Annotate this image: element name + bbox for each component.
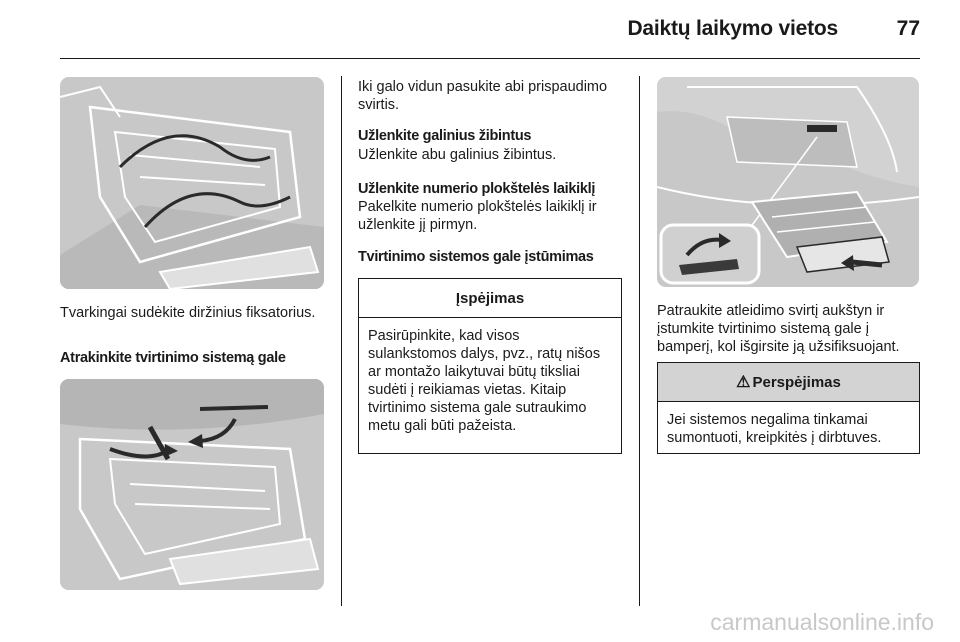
page-number: 77 xyxy=(896,17,920,40)
caution-body: Jei sistemos negalima tinkamai sumontuoti, kreipkitės į dirbtuves. xyxy=(667,412,882,446)
caution-title: Perspėjimas xyxy=(752,373,841,391)
notice-body: Pasirūpinkite, kad visos sulankstomos dalys, pvz., ratų nišos ar montažo laikytuvai būtų tiksliai sudėti į reikiamas vietas. Kitaip tvirtinimo sistema gale sutraukimo metu gali būti pažeista. xyxy=(368,328,601,434)
watermark: carmanualsonline.info xyxy=(710,609,934,635)
instruction-text: Užlenkite abu galinius žibintus. xyxy=(358,147,557,163)
section-title: Daiktų laikymo vietos xyxy=(627,17,838,40)
instruction-text: Tvarkingai sudėkite diržinius fiksatorius. xyxy=(60,305,316,321)
instruction-text: Pakelkite numerio plokštelės laikiklį ir užlenkite jį pirmyn. xyxy=(358,199,597,233)
column-divider-2 xyxy=(639,76,640,606)
section-heading: Užlenkite galinius žibintus xyxy=(358,128,532,144)
section-heading: Užlenkite numerio plokštelės laikiklį xyxy=(358,181,596,197)
caution-box xyxy=(657,362,920,454)
notice-box xyxy=(358,278,622,454)
carrier-unlock-illustration xyxy=(60,379,324,590)
section-heading: Atrakinkite tvirtinimo sistemą gale xyxy=(60,350,286,366)
notice-title: Įspėjimas xyxy=(359,279,621,318)
section-heading: Tvirtinimo sistemos gale įstūmimas xyxy=(358,249,594,265)
column-divider-1 xyxy=(341,76,342,606)
carrier-insert-illustration xyxy=(657,77,919,287)
instruction-text: Iki galo vidun pasukite abi prispaudimo svirtis. xyxy=(358,79,608,113)
caution-title-bar xyxy=(658,363,919,402)
header-rule xyxy=(60,58,920,59)
instruction-text: Patraukite atleidimo svirtį aukštyn ir įstumkite tvirtinimo sistemą gale į bamperį, kol išgirsite ją užsifiksuojant. xyxy=(657,303,900,355)
carrier-folding-illustration xyxy=(60,77,324,289)
warning-triangle-icon: ⚠ xyxy=(736,374,751,391)
